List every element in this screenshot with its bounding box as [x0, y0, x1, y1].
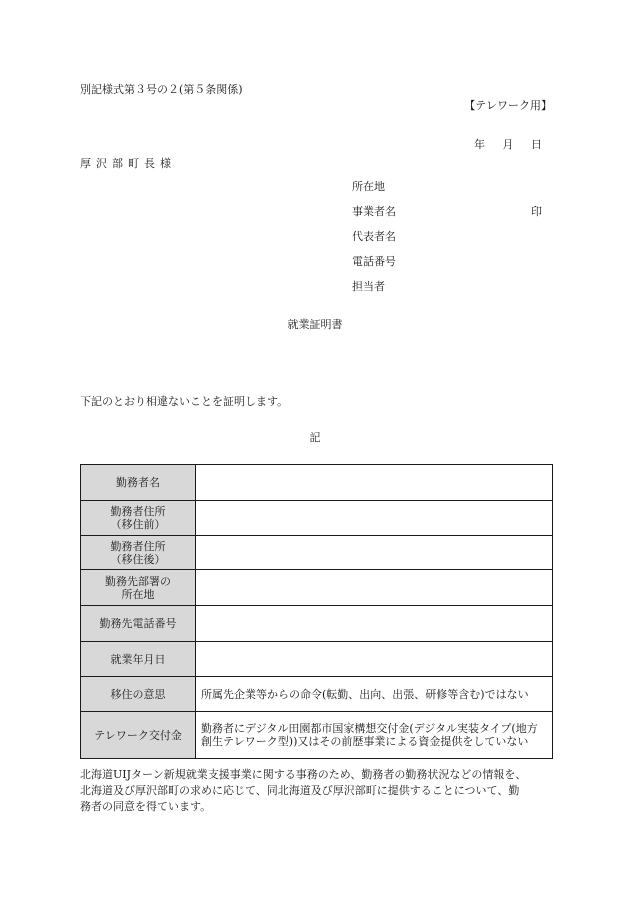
table-row: [81, 606, 553, 642]
row-label-line: （移住前）: [110, 518, 166, 531]
table-row: [81, 642, 553, 677]
row-label-line: 勤務先部署の: [105, 574, 171, 588]
representative-label: 代表者名: [352, 230, 396, 243]
employment-date-field[interactable]: [196, 642, 553, 677]
contact-label: 担当者: [352, 280, 385, 293]
applicant-company-row[interactable]: [352, 205, 542, 230]
row-label: [81, 712, 196, 759]
row-label-line: 所在地: [121, 587, 155, 601]
row-label: [81, 677, 196, 712]
table-row: [81, 712, 553, 759]
applicant-representative-row[interactable]: [352, 230, 542, 255]
row-label-line: （移住後）: [110, 552, 166, 566]
applicant-block: [352, 180, 542, 305]
table-row: [81, 570, 553, 606]
location-label: 所在地: [352, 180, 385, 193]
telework-grant-value: 勤務者にデジタル田園都市国家構想交付金(デジタル実装タイプ(地方創生テレワーク型))又はその前歴事業による資金提供をしていない: [196, 712, 553, 759]
row-label: [81, 501, 196, 536]
notice-line: 北海道UIJターン新規就業支援事業に関する事務のため、勤務者の勤務状況などの情報を、: [80, 768, 527, 781]
row-label-line: 勤務者名: [116, 476, 160, 489]
worker-name-field[interactable]: [196, 465, 553, 501]
row-label: [81, 606, 196, 642]
table-row: [81, 501, 553, 536]
row-label: [81, 465, 196, 501]
seal-mark: 印: [531, 205, 542, 218]
address-before-field[interactable]: [196, 501, 553, 536]
applicant-location-row[interactable]: [352, 180, 542, 205]
table-row: [81, 465, 553, 501]
applicant-contact-row[interactable]: [352, 280, 542, 305]
row-label: [81, 642, 196, 677]
office-location-field[interactable]: [196, 570, 553, 606]
notice-line: 務者の同意を得ています。: [80, 800, 212, 813]
row-label-line: テレワーク交付金: [94, 728, 182, 742]
company-label: 事業者名: [352, 205, 396, 218]
address-after-field[interactable]: [196, 536, 553, 570]
row-label: [81, 536, 196, 570]
phone-label: 電話番号: [352, 255, 396, 268]
table-row: [81, 536, 553, 570]
date-line[interactable]: 年 月 日: [474, 138, 542, 151]
row-label-line: 移住の意思: [110, 687, 166, 701]
row-label-line: 勤務者住所: [110, 539, 166, 553]
row-label-line: 就業年月日: [110, 652, 166, 666]
table-row: [81, 677, 553, 712]
certification-statement: 下記のとおり相違ないことを証明します。: [80, 395, 289, 408]
document-title: 就業証明書: [287, 318, 343, 331]
form-number: 別記様式第３号の２(第５条関係): [80, 83, 243, 96]
relocation-intent-value: 所属先企業等からの命令(転勤、出向、出張、研修等含む)ではない: [196, 677, 553, 712]
telework-tag: 【テレワーク用】: [464, 99, 552, 112]
applicant-phone-row[interactable]: [352, 255, 542, 280]
addressee: 厚沢部町長様: [80, 157, 176, 170]
row-label: [81, 570, 196, 606]
ki-heading: 記: [309, 431, 321, 444]
row-label-line: 勤務先電話番号: [99, 617, 177, 630]
notice-line: 北海道及び厚沢部町の求めに応じて、同北海道及び厚沢部町に提供することについて、勤: [80, 784, 520, 797]
consent-notice: [80, 767, 555, 815]
info-table: [80, 464, 553, 759]
row-label-line: 勤務者住所: [110, 505, 166, 518]
office-phone-field[interactable]: [196, 606, 553, 642]
